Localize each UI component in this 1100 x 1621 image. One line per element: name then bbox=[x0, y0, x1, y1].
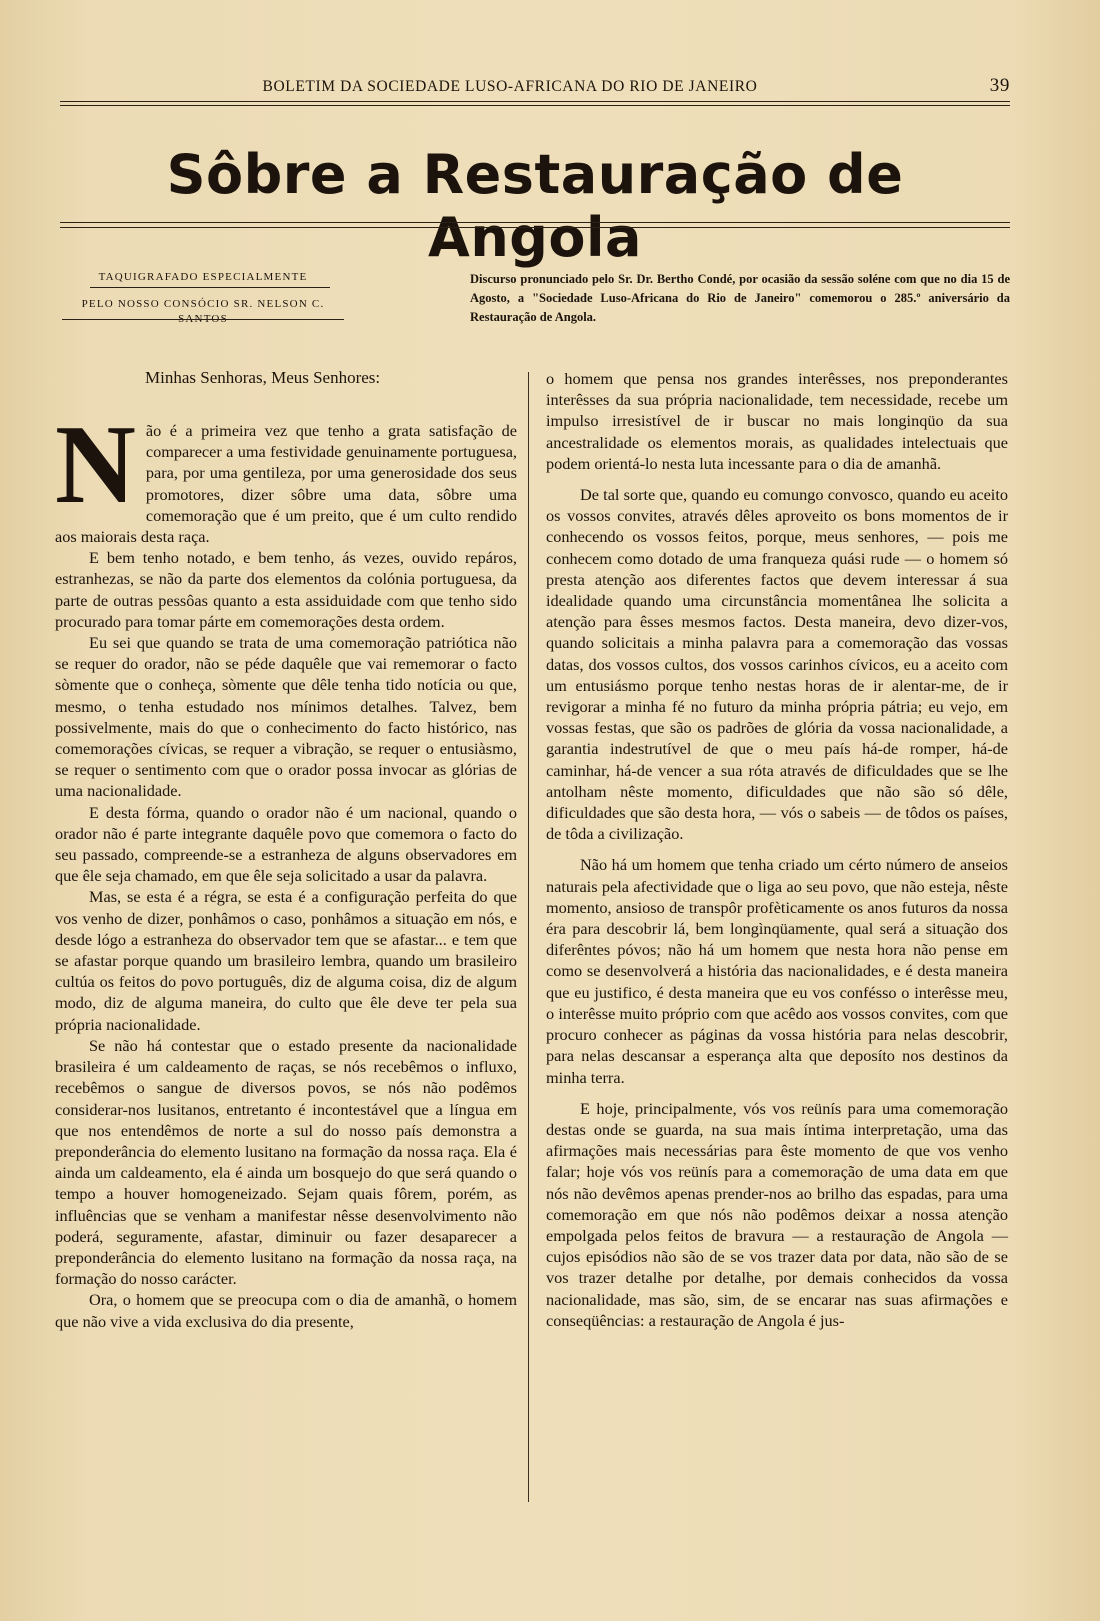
speech-subtitle: Discurso pronunciado pelo Sr. Dr. Bertho Condé, por ocasião da sessão soléne com que no dia 15 de Agosto, a "Sociedade Luso-Africana do Rio de Janeiro" comemorou o 285.º aniversário da Restauração de Angola. bbox=[470, 272, 1010, 324]
header-rule-thin bbox=[60, 105, 1010, 106]
paragraph: Não há um homem que tenha criado um cérto número de anseios naturais pela afectividade que o liga ao seu povo, que não esteja, nêste momento, ansioso de transpôr profèticamente os anos futuros da nossa éra para descobrir lá, bem longìnqüamente, qual será a situação dos diferêntes póvos; não há um homem que nesta hora não pense em como se desenvolverá a história das nacionalidades, e é desta maneira que eu justifico, é desta maneira que eu vos confésso o interêsse meu, o interêsse muito próprio com que acêdo aos vossos convites, com que procuro conhecer as páginas da vossa história para nelas descobrir, para nelas descansar a esperança alta que deposíto nos destinos da minha terra. bbox=[546, 855, 1008, 1087]
transcription-credit bbox=[62, 270, 344, 327]
salutation: Minhas Senhoras, Meus Senhores: bbox=[145, 368, 381, 387]
paragraph bbox=[55, 403, 517, 547]
paragraph: E hoje, principalmente, vós vos reünís para uma comemoração destas onde se guarda, na sua mais íntima interpretação, uma das afirmações mais necessárias para êste momento de que vos venho falar; hoje vós vos reünís para a comemoração de uma data em que nós não devêmos apenas prender-nos ao brilho das espadas, para uma comemoração em que nós não podêmos deixar a nossa atenção empolgada pelos feitos de bravura — a restauração de Angola — cujos episódios não são de se vos trazer data por data, não são de se vos trazer detalhe por detalhe, por demais conhecidos da vossa nacionalidade, mas são, sim, de se encarar nas suas afirmações e conseqüências: a restauração de Angola é jus- bbox=[546, 1098, 1008, 1330]
header-rule bbox=[60, 101, 1010, 102]
paragraph: o homem que pensa nos grandes interêsses, nos preponderantes interêsses da sua própria nacionalidade, tem necessidade, recebe um impulso irresistível de ir buscar no mais longinqüo da sua ancestralidade os elementos morais, as qualidades intelectuais que podem orientá-lo nesta luta incessante para o dia de amanhã. bbox=[546, 369, 1008, 473]
page-number: 39 bbox=[989, 75, 1010, 96]
credit-divider bbox=[90, 287, 330, 288]
credit-line-2: PELO NOSSO CONSÓCIO SR. NELSON C. SANTOS bbox=[81, 298, 325, 325]
paragraph: Se não há contestar que o estado presente da nacionalidade brasileira é um caldeamento de raças, se nós recebêmos o influxo, recebêmos o sangue de diversos povos, se nós não podêmos considerar-nos lusitanos, entretanto é incontestável que a língua em que nos entendêmos de norte a sul do nosso país demonstra a preponderância do elemento lusitano na formação da nossa raça. Ela é ainda um caldeamento, ela é ainda um bosquejo do que será quando o tempo a houver homogeneizado. Sejam quais fôrem, porém, as influências que se venham a manifestar nêsse desenvolvimento não poderá, seguramente, afastar, diminuir ou fazer desaparecer a preponderância do elemento lusitano na formação da nossa raça, na formação do nosso carácter. bbox=[55, 1035, 517, 1289]
paragraph: De tal sorte que, quando eu comungo convosco, quando eu aceito os vossos convites, através dêles aproveito os bons momentos de ir conhecendo os vossos feitos, porque, meus senhores, — pois me conhecem como dotado de uma franqueza quási rude — o homem só presta atenção aos diferentes factos que devem interessar á sua idealidade quando uma circunstância momentânea lhe solicita a atenção para êsses mesmos factos. Desta maneira, devo dizer-vos, quando solicitais a minha palavra para a comemoração das vossas datas, dos vossos cultos, dos vossos carinhos cívicos, eu a aceito com um entusiásmo porque tenho nestas horas de ir alentar-me, de ir revigorar a minha fé no futuro da minha própria pátria; eu vejo, em vossas festas, que são os padrões de glória da vossa nacionalidade, a garantia indestrutível de que o meu país há-de romper, há-de caminhar, há-de vencer a sua róta através de dificuldades que se lhe antolham nêste momento, dificuldades que não são só dêle, dificuldades que são desta hora, — vós o sabeis — de tôdos os países, de tôda a civilização. bbox=[546, 485, 1008, 844]
credit-line-1: TAQUIGRAFADO ESPECIALMENTE bbox=[98, 271, 308, 283]
right-column bbox=[546, 368, 1008, 1331]
article-headline: Sôbre a Restauração de Angola bbox=[166, 143, 904, 269]
credit-underline bbox=[62, 319, 344, 320]
paragraph: Ora, o homem que se preocupa com o dia de amanhã, o homem que não vive a vida exclusiva do dia presente, bbox=[55, 1290, 517, 1331]
paragraph: Eu sei que quando se trata de uma comemoração patriótica não se requer do orador, não se péde daquêle que vai rememorar o facto sòmente que o conheça, sòmente que dêle tenha tido notícia ou que, mesmo, o tenha estudado nos mínimos detalhes. Talvez, bem possivelmente, mais do que o conhecimento do facto histórico, nas comemorações cívicas, se requer a vibração, se requer o entusiàsmo, se requer o sentimento com que o orador possa invocar as glórias de uma nacionalidade. bbox=[55, 633, 517, 801]
drop-cap: N bbox=[55, 403, 136, 527]
column-divider bbox=[528, 372, 529, 1502]
left-column bbox=[55, 403, 517, 1332]
paragraph-text: ão é a primeira vez que tenho a grata satisfação de comparecer a uma festividade genuinamente portuguesa, para, por uma gentileza, por uma generosidade dos seus promotores, dizer sôbre uma data, sôbre uma comemoração que é um preito, que é um culto rendido aos maiorais desta raça. bbox=[55, 421, 517, 547]
paragraph: E bem tenho notado, e bem tenho, ás vezes, ouvido repáros, estranhezas, se não da parte dos elementos da colónia portuguesa, da parte de outras pessôas quanto a esta assiduidade com que tenho sido procurado para tomar párte em comemorações desta ordem. bbox=[55, 548, 517, 631]
journal-title: BOLETIM DA SOCIEDADE LUSO-AFRICANA DO RIO DE JANEIRO bbox=[262, 78, 758, 95]
running-header bbox=[60, 75, 1010, 100]
paragraph: E desta fórma, quando o orador não é um nacional, quando o orador não é parte integrante daquêle povo que comemora o facto do seu passado, compreende-se a estranheza de alguns observadores em que êle seja chamado, em que êle seja solicitado a usar da palavra. bbox=[55, 802, 517, 886]
headline-rule-thin bbox=[60, 227, 1010, 228]
headline-rule bbox=[60, 222, 1010, 223]
paragraph: Mas, se esta é a régra, se esta é a configuração perfeita do que vos venho de dizer, ponhâmos o caso, ponhâmos a situação em nós, e desde lógo a estranheza do observador tem que se afastar... e tem que se afastar porque quando um brasileiro lembra, quando um brasileiro cultúa os feitos do povo português, diz de alguma coisa, diz de algum modo, diz de alguma maneira, do culto que êle deve ter pela sua própria nacionalidade. bbox=[55, 887, 517, 1034]
